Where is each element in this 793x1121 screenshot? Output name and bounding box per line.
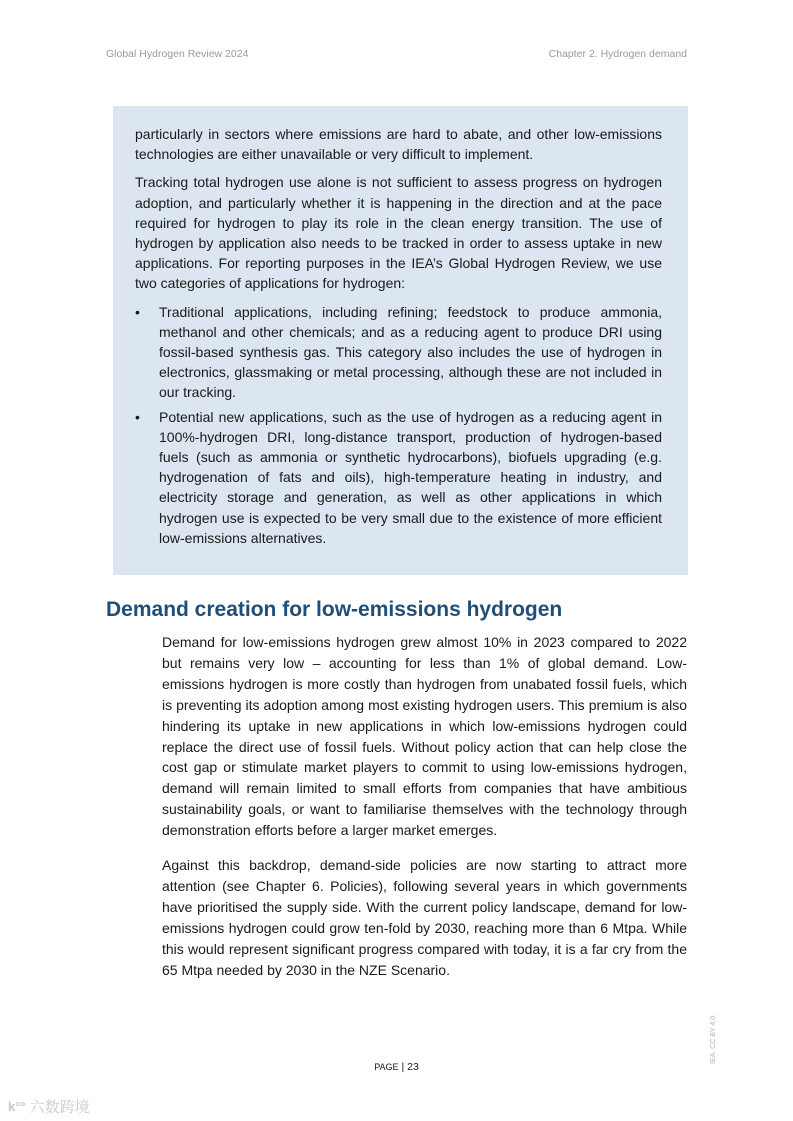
bullet-icon: • xyxy=(135,408,140,425)
page-number-value: 23 xyxy=(407,1061,419,1073)
list-item-text: Potential new applications, such as the use of hydrogen as a reducing agent in 100%-hydrogen DRI, long-distance transport, production of hydrogen-based fuels (such as ammonia or synthetic hydrocarbons), biofuels upgrading (e.g. hydrogenation of fats and oils), high-temperature heating in industry, and electricity storage and generation, as well as other applications in which hydrogen use is expected to be very small due to the existence of more efficient low-emissions alternatives. xyxy=(159,408,662,546)
body-paragraph-2: Against this backdrop, demand-side policies are now starting to attract more attention (see Chapter 6. Policies), following several years in which governments have prioritised the supply side. With the current policy landscape, demand for low-emissions hydrogen could grow ten-fold by 2030, reaching more than 6 Mtpa. While this would represent significant progress compared with today, it is a far cry from the 65 Mtpa needed by 2030 in the NZE Scenario. xyxy=(162,857,687,978)
section-body xyxy=(162,632,687,995)
bullet-icon: • xyxy=(135,303,140,320)
running-header-chapter: Chapter 2. Hydrogen demand xyxy=(548,48,687,60)
page-number xyxy=(0,1061,793,1073)
running-header-title: Global Hydrogen Review 2024 xyxy=(106,48,249,60)
section-heading: Demand creation for low-emissions hydrogen xyxy=(106,598,563,621)
watermark-text: 六数跨境 xyxy=(29,1099,90,1116)
watermark xyxy=(8,1096,90,1117)
body-paragraph-1: Demand for low-emissions hydrogen grew almost 10% in 2023 compared to 2022 but remains very low – accounting for less than 1% of global demand. Low-emissions hydrogen is more costly than hydrogen from unabated fossil fuels, which is preventing its adoption among most existing hydrogen users. This premium is also hindering its uptake in new applications in which low-emissions hydrogen could replace the direct use of fossil fuels. Without policy action that can help close the cost gap or stimulate market players to commit to using low-emissions hydrogen, demand will remain limited to small efforts from companies that have ambitious sustainability goals, or want to familiarise themselves with the technology through demonstration efforts before a larger market emerges. xyxy=(162,634,687,839)
license-note: IEA. CC BY 4.0. xyxy=(710,1013,717,1064)
watermark-logo-icon: k°° xyxy=(8,1099,26,1114)
page-separator: | xyxy=(401,1061,405,1073)
page-label: PAGE xyxy=(374,1062,399,1072)
list-item xyxy=(135,407,662,548)
box-paragraph-1: particularly in sectors where emissions are hard to abate, and other low-emissions technologies are either unavailable or very difficult to implement. xyxy=(135,126,662,163)
list-item xyxy=(135,302,662,403)
highlight-box xyxy=(113,106,688,575)
list-item-text: Traditional applications, including refining; feedstock to produce ammonia, methanol and other chemicals; and as a reducing agent to produce DRI using fossil-based synthesis gas. This category also includes the use of hydrogen in electronics, glassmaking or metal processing, although these are not included in our tracking. xyxy=(159,303,662,401)
box-paragraph-2: Tracking total hydrogen use alone is not sufficient to assess progress on hydrogen adoption, and particularly whether it is happening in the direction and at the pace required for hydrogen to play its role in the clean energy transition. The use of hydrogen by application also needs to be tracked in order to assess uptake in new applications. For reporting purposes in the IEA’s Global Hydrogen Review, we use two categories of applications for hydrogen: xyxy=(135,174,662,292)
application-categories-list xyxy=(135,302,662,548)
